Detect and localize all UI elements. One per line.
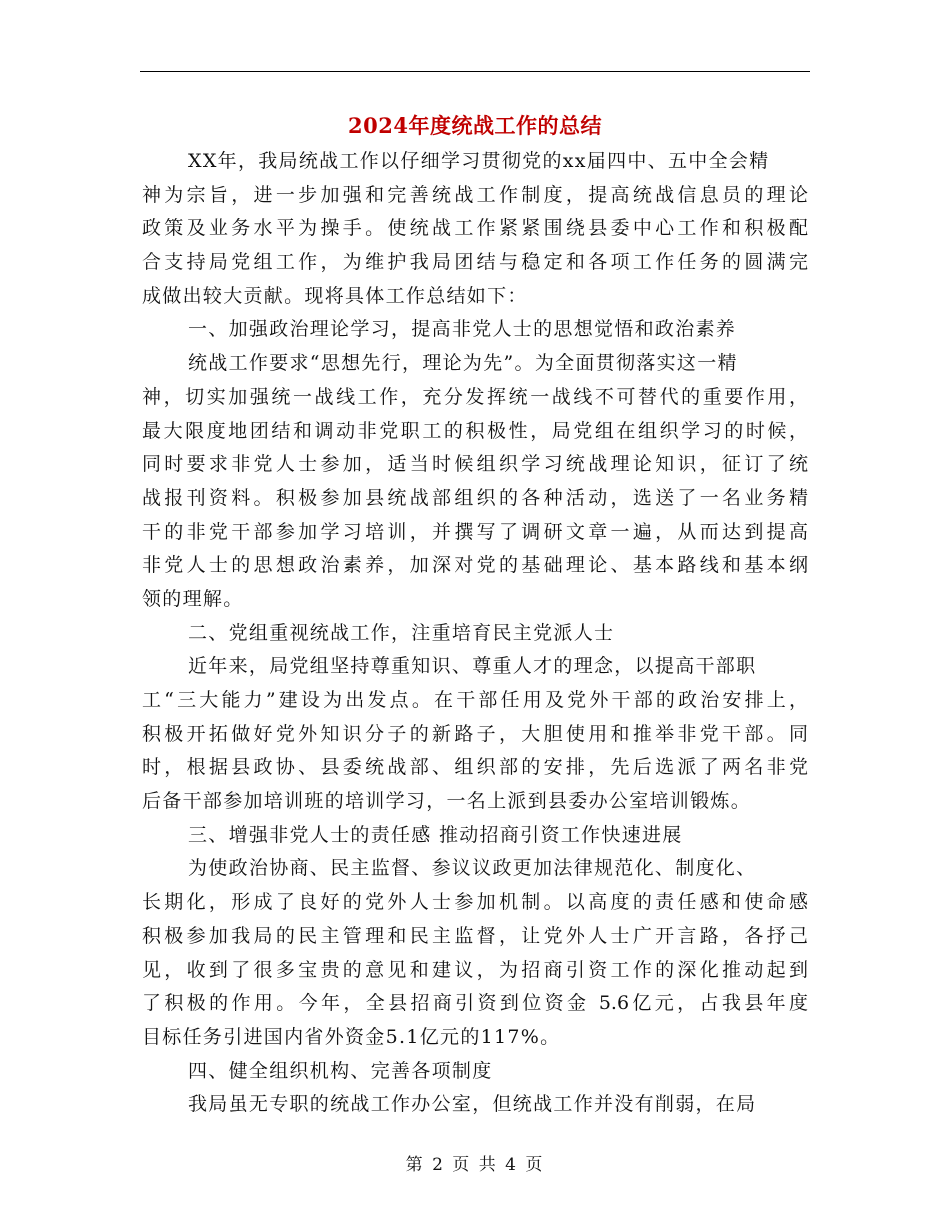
text-line: XX年，我局统战工作以仔细学习贯彻党的xx届四中、五中全会精 [188,150,770,172]
section-heading: 二、党组重视统战工作，注重培育民主党派人士 [188,621,615,644]
text-line: 统战工作要求“思想先行，理论为先”。为全面贯彻落实这一精 [188,352,738,375]
text-line: 了积极的作用。今年，全县招商引资到位资金 5.6亿元，占我县年度 [142,992,808,1015]
text-line: 为使政治协商、民主监督、参议议政更加法律规范化、制度化、 [188,857,757,880]
text-line: 积极参加我局的民主管理和民主监督，让党外人士广开言路，各抒己 [142,924,808,947]
text-line: 后备干部参加培训班的培训学习，一名上派到县委办公室培训锻炼。 [142,790,752,813]
page-number: 第 2 页 共 4 页 [405,1155,545,1175]
document-title: 2024年度统战工作的总结 [348,113,602,138]
text-line: 战报刊资料。积极参加县统战部组织的各种活动，选送了一名业务精 [142,486,808,509]
text-line: 干的非党干部参加学习培训，并撰写了调研文章一遍，从而达到提高 [142,520,808,543]
text-line: 成做出较大贡献。现将具体工作总结如下： [142,284,528,307]
text-line: 最大限度地团结和调动非党职工的积极性，局党组在组织学习的时候， [142,419,808,442]
section-heading: 一、加强政治理论学习，提高非党人士的思想觉悟和政治素养 [188,318,737,341]
text-line: 时，根据县政协、县委统战部、组织部的安排，先后选派了两名非党 [142,756,808,779]
text-line: 政策及业务水平为操手。使统战工作紧紧围绕县委中心工作和积极配 [142,217,808,240]
text-line: 神为宗旨，进一步加强和完善统战工作制度，提高统战信息员的理论 [142,183,808,206]
text-line: 目标任务引进国内省外资金5.1亿元的117%。 [142,1025,561,1048]
text-line: 神，切实加强统一战线工作，充分发挥统一战线不可替代的重要作用， [142,385,808,408]
text-line: 近年来，局党组坚持尊重知识、尊重人才的理念，以提高干部职 [188,655,757,678]
text-line: 见，收到了很多宝贵的意见和建议，为招商引资工作的深化推动起到 [142,958,808,981]
header-rule [140,71,810,72]
text-line: 我局虽无专职的统战工作办公室，但统战工作并没有削弱，在局 [188,1093,757,1116]
text-line: 合支持局党组工作，为维护我局团结与稳定和各项工作任务的圆满完 [142,251,808,274]
text-line: 积极开拓做好党外知识分子的新路子，大胆使用和推举非党干部。同 [142,722,808,745]
text-line: 领的理解。 [142,587,244,610]
text-line: 长期化，形成了良好的党外人士参加机制。以高度的责任感和使命感 [142,891,808,914]
document-body [142,145,808,1122]
section-heading: 四、健全组织机构、完善各项制度 [188,1059,493,1082]
text-line: 工“三大能力”建设为出发点。在干部任用及党外干部的政治安排上， [142,689,808,711]
text-line: 同时要求非党人士参加，适当时候组织学习统战理论知识，征订了统 [142,453,808,476]
section-heading: 三、增强非党人士的责任感 推动招商引资工作快速进展 [188,823,683,846]
text-line: 非党人士的思想政治素养，加深对党的基础理论、基本路线和基本纲 [142,554,808,577]
